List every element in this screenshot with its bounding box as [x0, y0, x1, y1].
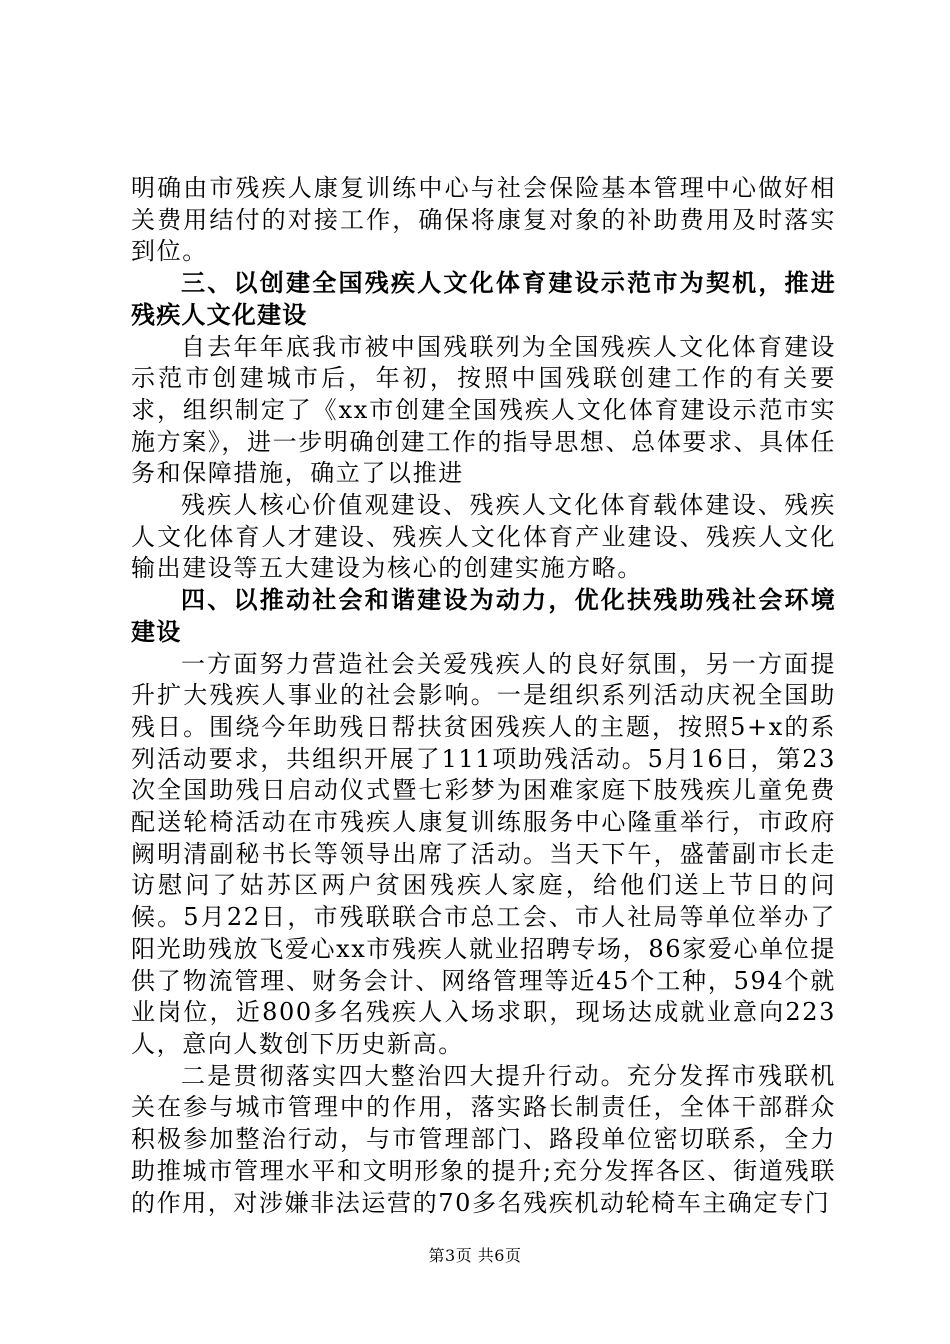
- page-number-label: 第3页 共6页: [428, 1246, 522, 1265]
- paragraph-culture-demo-city: 自去年年底我市被中国残联列为全国残疾人文化体育建设示范市创建城市后，年初，按照中国残联创建工作的有关要求，组织制定了《xx市创建全国残疾人文化体育建设示范市实施方案》，进一步明确创建工作的指导思想、总体要求、具体任务和保障措施，确立了以推进: [131, 332, 836, 488]
- paragraph-city-management: 二是贯彻落实四大整治四大提升行动。充分发挥市残联机关在参与城市管理中的作用，落实路长制责任，全体干部群众积极参加整治行动，与市管理部门、路段单位密切联系，全力助推城市管理水平和文明形象的提升;充分发挥各区、街道残联的作用，对涉嫌非法运营的70多名残疾机动轮椅车主确定专门: [131, 1061, 836, 1217]
- section-heading-3: 三、以创建全国残疾人文化体育建设示范市为契机，推进残疾人文化建设: [131, 269, 836, 329]
- paragraph-five-constructions: 残疾人核心价值观建设、残疾人文化体育载体建设、残疾人文化体育人才建设、残疾人文化体育产业建设、残疾人文化输出建设等五大建设为核心的创建实施方略。: [131, 491, 836, 583]
- section-heading-4: 四、以推动社会和谐建设为动力，优化扶残助残社会环境建设: [131, 586, 836, 646]
- paragraph-rehab-settlement: 明确由市残疾人康复训练中心与社会保险基本管理中心做好相关费用结付的对接工作，确保将康复对象的补助费用及时落实到位。: [131, 174, 836, 266]
- paragraph-disability-day: 一方面努力营造社会关爱残疾人的良好氛围，另一方面提升扩大残疾人事业的社会影响。一是组织系列活动庆祝全国助残日。围绕今年助残日帮扶贫困残疾人的主题，按照5+x的系列活动要求，共组织开展了111项助残活动。5月16日，第23次全国助残日启动仪式暨七彩梦为困难家庭下肢残疾儿童免费配送轮椅活动在市残疾人康复训练服务中心隆重举行，市政府阙明清副秘书长等领导出席了活动。当天下午，盛蕾副市长走访慰问了姑苏区两户贫困残疾人家庭，给他们送上节日的问候。5月22日，市残联联合市总工会、市人社局等单位举办了阳光助残放飞爱心xx市残疾人就业招聘专场，86家爱心单位提供了物流管理、财务会计、网络管理等近45个工种，594个就业岗位，近800多名残疾人入场求职，现场达成就业意向223人，意向人数创下历史新高。: [131, 649, 836, 1058]
- document-body: [131, 173, 836, 1219]
- page-footer: [0, 1243, 950, 1266]
